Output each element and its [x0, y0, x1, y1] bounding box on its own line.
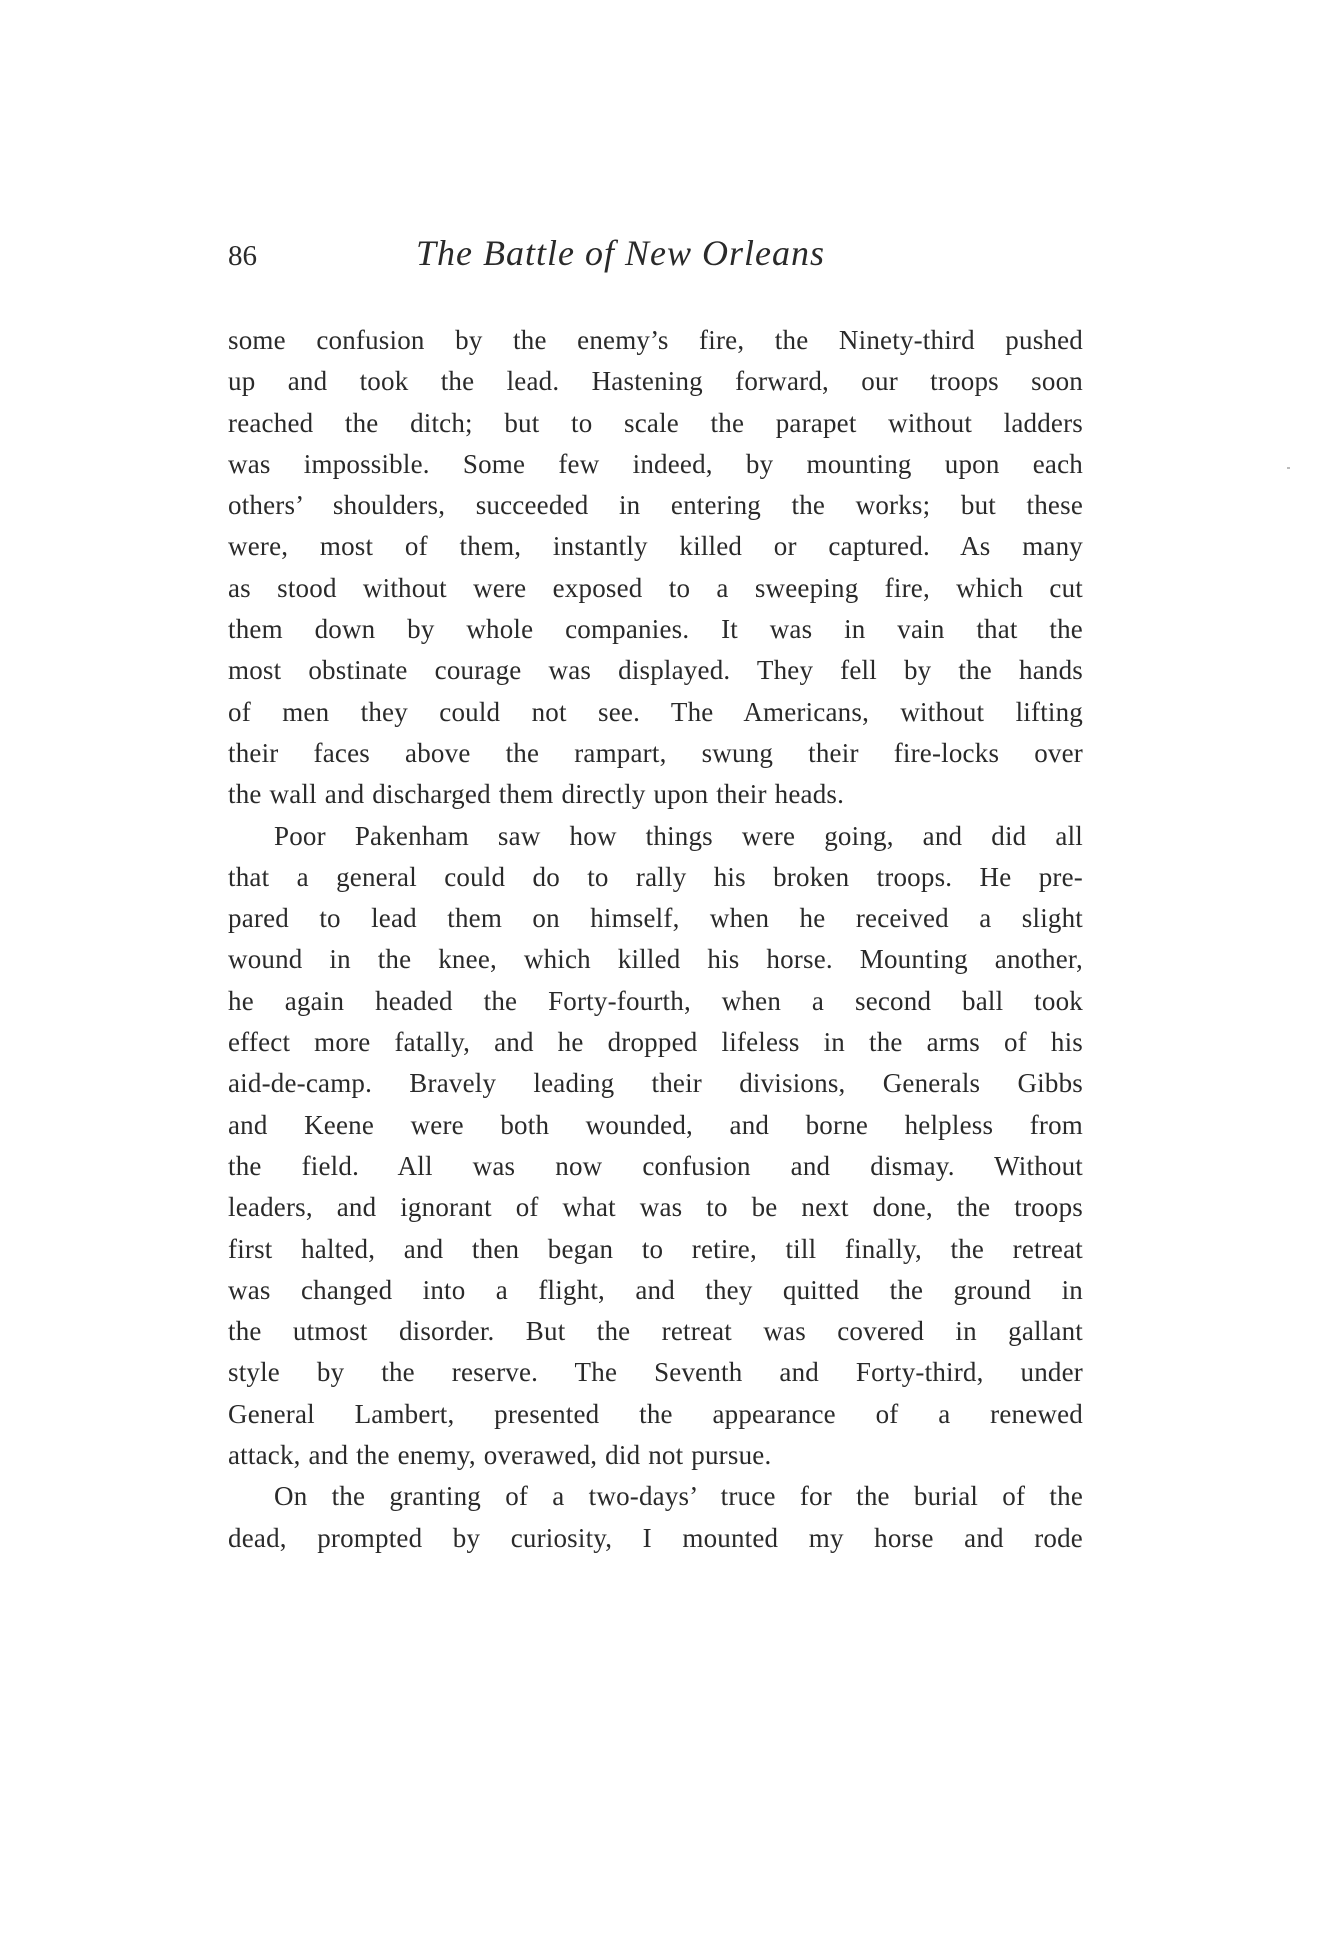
- running-title: The Battle of New Orleans: [416, 233, 825, 273]
- text-line: were, most of them, instantly killed or captured. As many: [228, 531, 1083, 562]
- text-line: General Lambert, presented the appearance of a renewed: [228, 1398, 1083, 1429]
- text-line: effect more fatally, and he dropped lifeless in the arms of his: [228, 1027, 1083, 1058]
- text-line: first halted, and then began to retire, till finally, the retreat: [228, 1233, 1083, 1264]
- text-line: was impossible. Some few indeed, by mounting upon each: [228, 448, 1083, 479]
- text-line: reached the ditch; but to scale the parapet without ladders: [228, 407, 1083, 438]
- text-line: pared to lead them on himself, when he received a slight: [228, 903, 1083, 934]
- text-line: their faces above the rampart, swung their fire-locks over: [228, 737, 1083, 768]
- paragraph: [228, 1476, 1083, 1559]
- text-line: dead, prompted by curiosity, I mounted my horse and rode: [228, 1522, 1083, 1553]
- paragraph: [228, 816, 1083, 1477]
- body-text: [228, 320, 1083, 1559]
- text-line: aid-de-camp. Bravely leading their divisions, Generals Gibbs: [228, 1068, 1083, 1099]
- text-line: On the granting of a two-days’ truce for the burial of the: [274, 1481, 1083, 1512]
- text-line: some confusion by the enemy’s fire, the Ninety-third pushed: [228, 325, 1083, 355]
- text-line: up and took the lead. Hastening forward, our troops soon: [228, 366, 1083, 397]
- paragraph: [228, 320, 1083, 816]
- page-number: 86: [228, 240, 257, 272]
- text-line: attack, and the enemy, overawed, did not pursue.: [228, 1440, 772, 1471]
- text-line: as stood without were exposed to a sweeping fire, which cut: [228, 572, 1083, 603]
- text-line: style by the reserve. The Seventh and Forty-third, under: [228, 1357, 1083, 1388]
- text-line: Poor Pakenham saw how things were going, and did all: [274, 820, 1083, 851]
- text-line: leaders, and ignorant of what was to be next done, the troops: [228, 1192, 1083, 1223]
- text-line: the field. All was now confusion and dismay. Without: [228, 1150, 1083, 1181]
- page-header: [228, 232, 1083, 282]
- text-line: others’ shoulders, succeeded in entering the works; but these: [228, 490, 1083, 521]
- text-line: the utmost disorder. But the retreat was covered in gallant: [228, 1316, 1083, 1347]
- text-line: that a general could do to rally his broken troops. He pre-: [228, 861, 1083, 892]
- text-line: was changed into a flight, and they quitted the ground in: [228, 1274, 1083, 1305]
- text-line: most obstinate courage was displayed. They fell by the hands: [228, 655, 1083, 686]
- text-line: he again headed the Forty-fourth, when a second ball took: [228, 985, 1083, 1016]
- margin-speck: [1287, 467, 1290, 469]
- text-line: of men they could not see. The Americans, without lifting: [228, 696, 1083, 727]
- text-line: wound in the knee, which killed his horse. Mounting another,: [228, 944, 1083, 975]
- text-line: and Keene were both wounded, and borne helpless from: [228, 1109, 1083, 1140]
- text-line: them down by whole companies. It was in vain that the: [228, 614, 1083, 645]
- text-line: the wall and discharged them directly upon their heads.: [228, 779, 845, 810]
